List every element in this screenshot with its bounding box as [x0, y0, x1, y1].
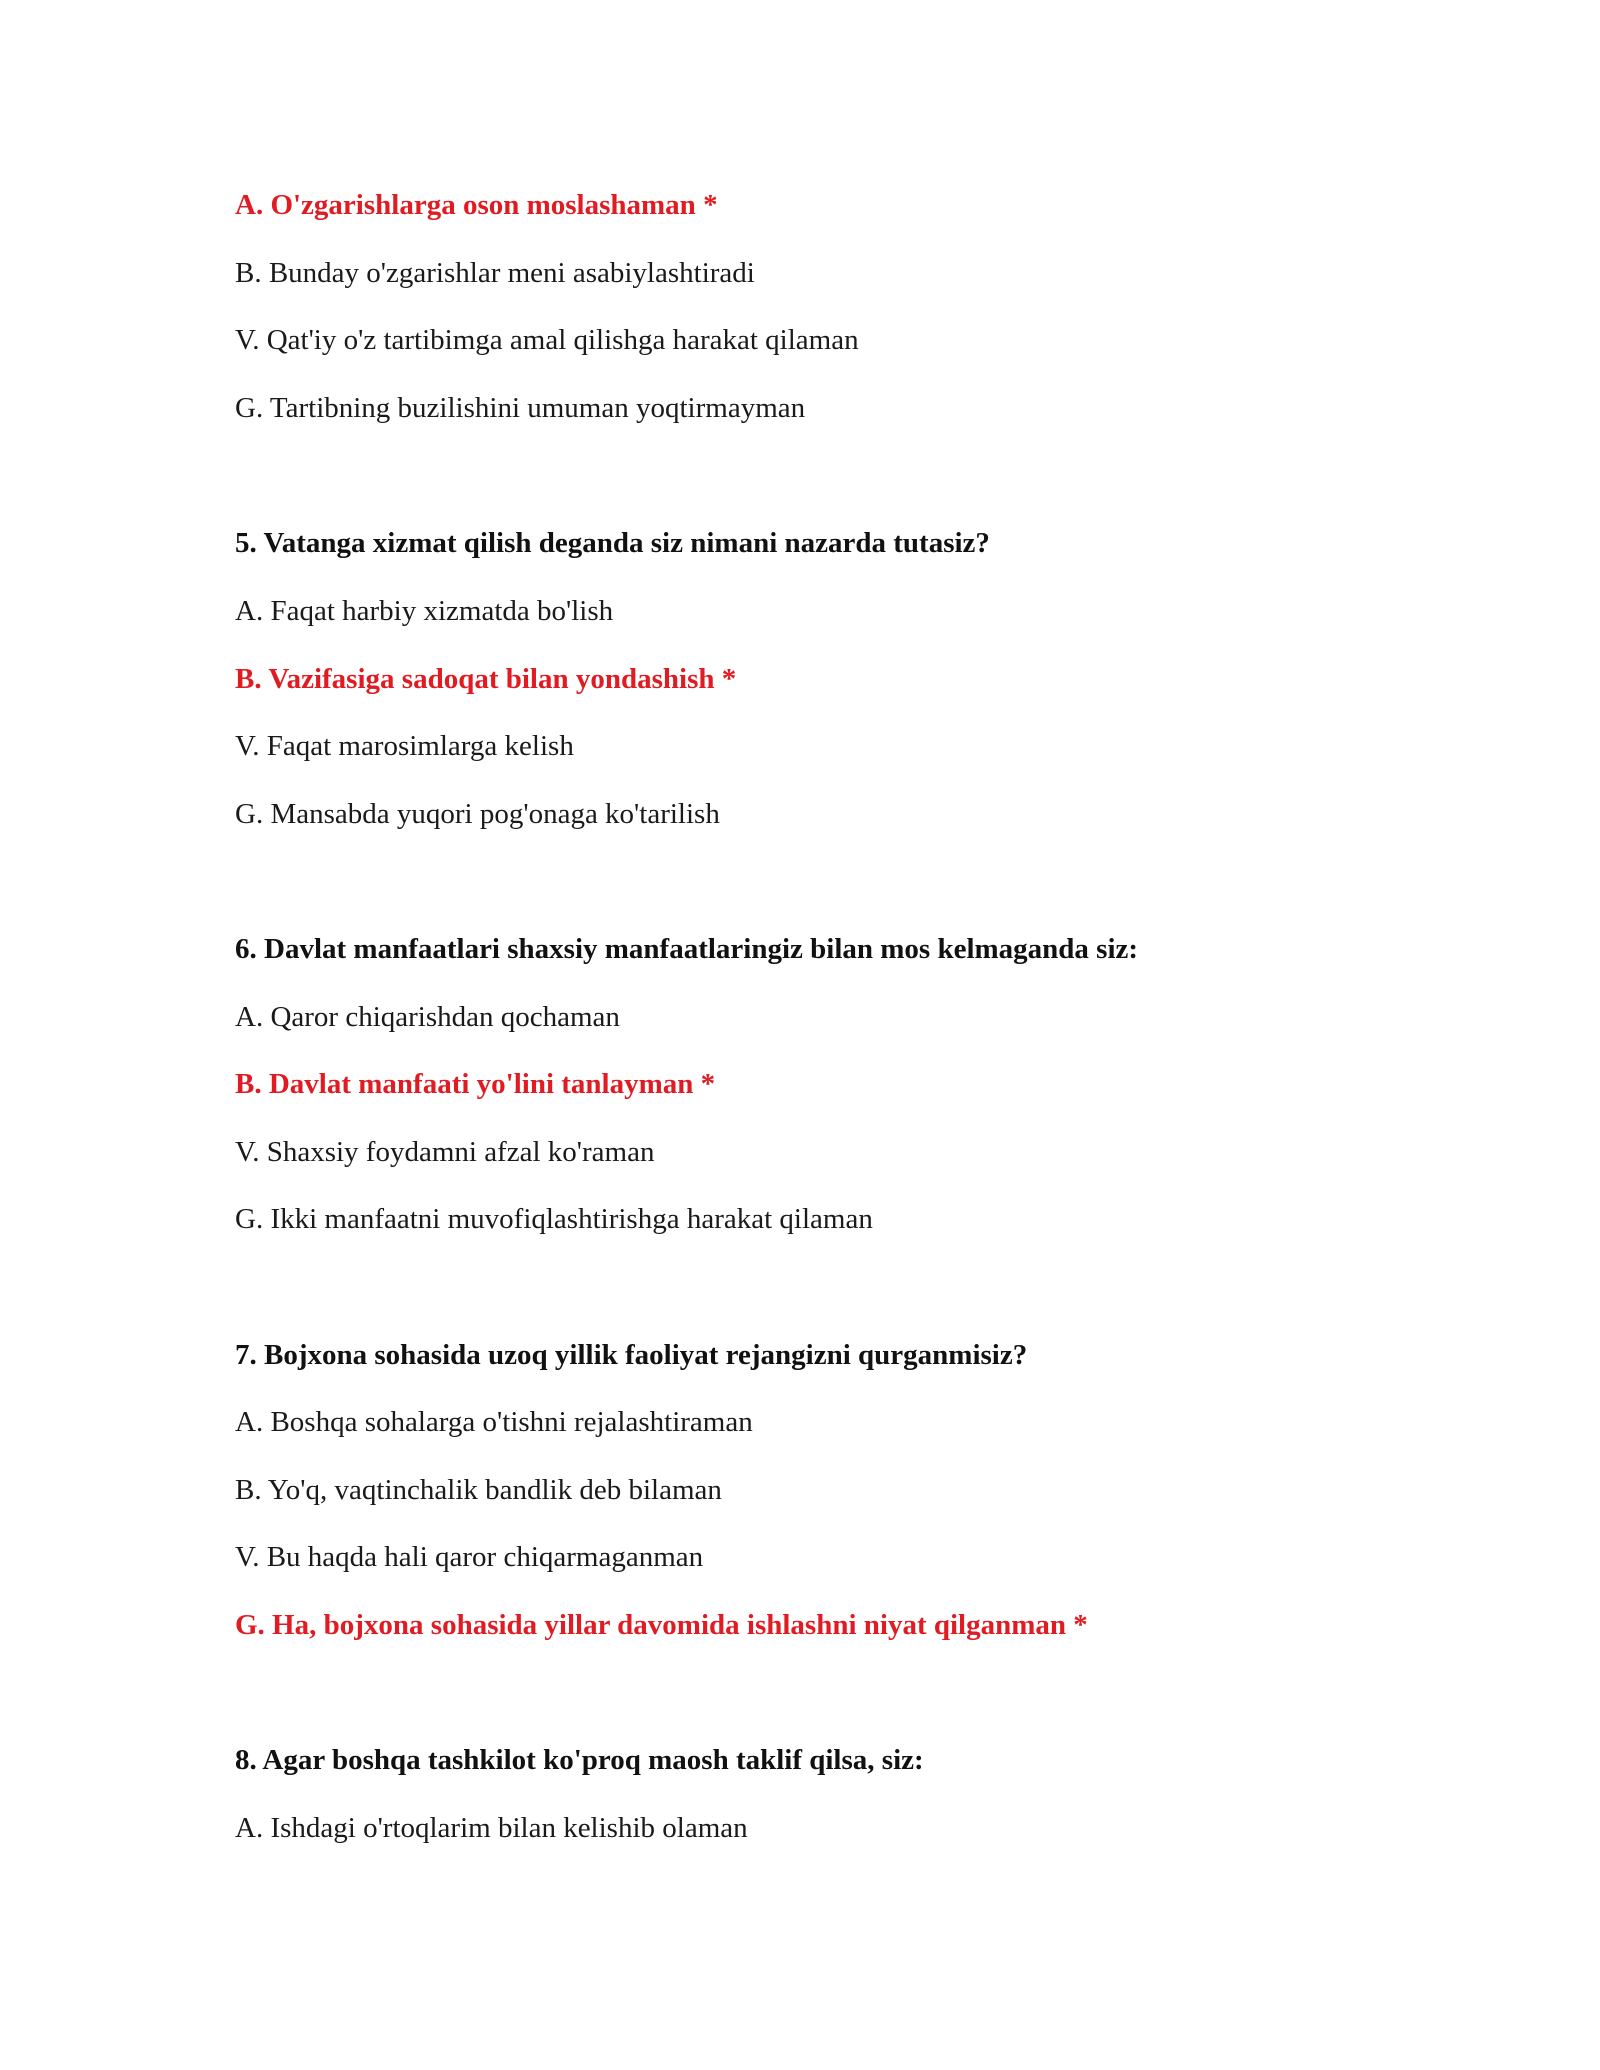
q6-option-b-correct: B. Davlat manfaati yo'lini tanlayman *	[235, 1068, 716, 1100]
q7-option-b: B. Yo'q, vaqtinchalik bandlik deb bilaman	[235, 1474, 722, 1506]
q7-option-a: A. Boshqa sohalarga o'tishni rejalashtiraman	[235, 1406, 753, 1438]
q6-option-a: A. Qaror chiqarishdan qochaman	[235, 1001, 620, 1033]
q5-option-a: A. Faqat harbiy xizmatda bo'lish	[235, 595, 614, 627]
q7-option-v: V. Bu haqda hali qaror chiqarmaganman	[235, 1541, 704, 1573]
q4-option-g: G. Tartibning buzilishini umuman yoqtirmayman	[235, 392, 806, 424]
q6-option-g: G. Ikki manfaatni muvofiqlashtirishga harakat qilaman	[235, 1203, 873, 1235]
q6-option-v: V. Shaxsiy foydamni afzal ko'raman	[235, 1136, 655, 1168]
q5-question: 5. Vatanga xizmat qilish deganda siz nimani nazarda tutasiz?	[235, 527, 990, 559]
q4-option-b: B. Bunday o'zgarishlar meni asabiylashtiradi	[235, 257, 755, 289]
q7-option-g-correct: G. Ha, bojxona sohasida yillar davomida ishlashni niyat qilganman *	[235, 1609, 1088, 1641]
q4-option-v: V. Qat'iy o'z tartibimga amal qilishga harakat qilaman	[235, 324, 859, 356]
q5-option-v: V. Faqat marosimlarga kelish	[235, 730, 574, 762]
q8-option-a: A. Ishdagi o'rtoqlarim bilan kelishib olaman	[235, 1812, 748, 1844]
q7-question: 7. Bojxona sohasida uzoq yillik faoliyat rejangizni qurganmisiz?	[235, 1339, 1028, 1371]
q5-option-g: G. Mansabda yuqori pog'onaga ko'tarilish	[235, 798, 720, 830]
q8-question: 8. Agar boshqa tashkilot ko'proq maosh taklif qilsa, siz:	[235, 1744, 924, 1776]
q6-question: 6. Davlat manfaatlari shaxsiy manfaatlaringiz bilan mos kelmaganda siz:	[235, 933, 1139, 965]
q4-option-a-correct: A. O'zgarishlarga oson moslashaman *	[235, 189, 718, 221]
q5-option-b-correct: B. Vazifasiga sadoqat bilan yondashish *	[235, 663, 737, 695]
